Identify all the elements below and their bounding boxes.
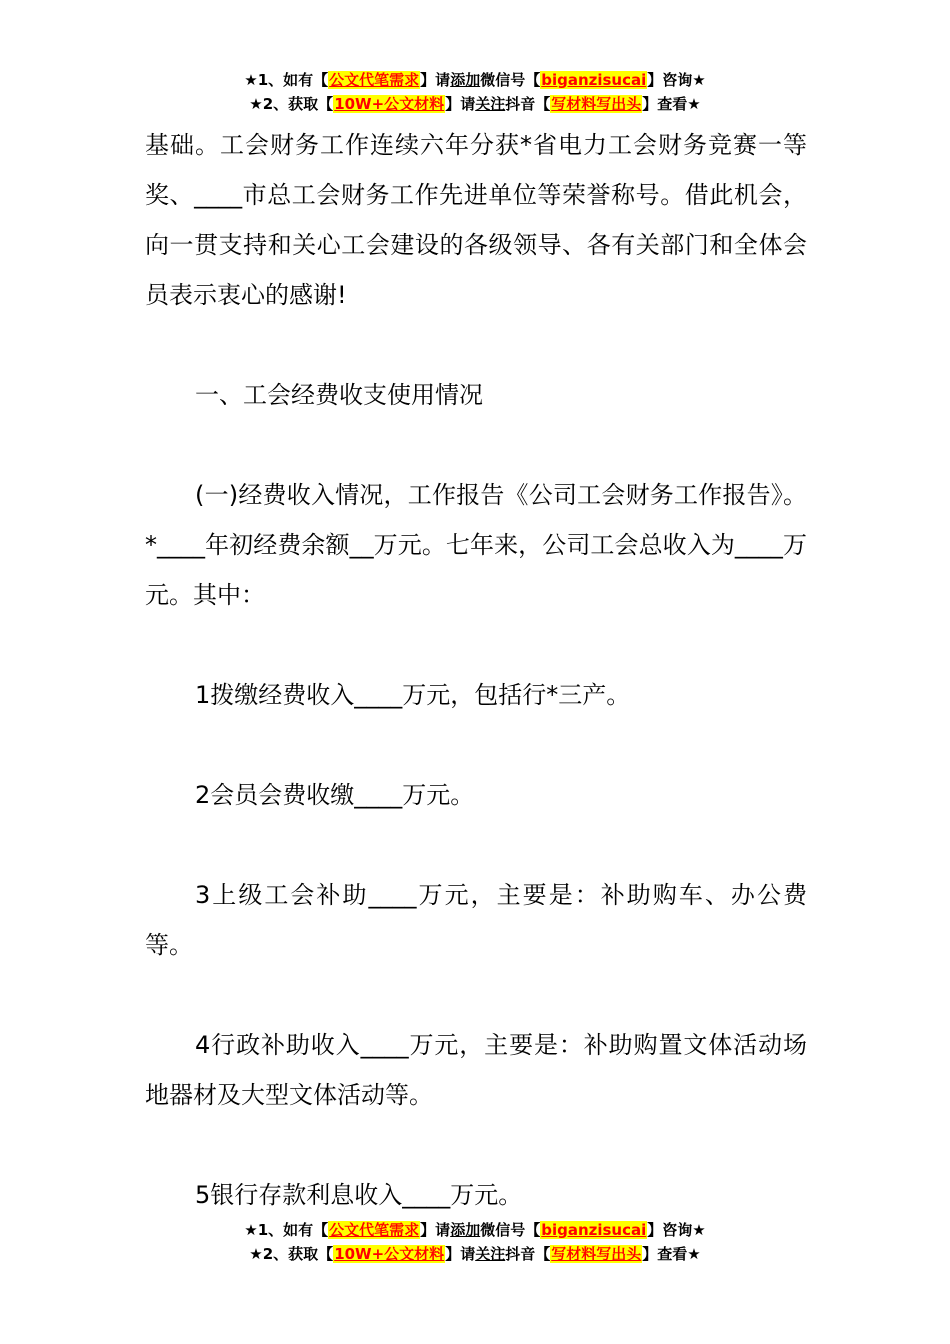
- banner-highlight: 公文代笔需求: [329, 71, 420, 89]
- banner-underline: 添加: [450, 71, 481, 89]
- list-item-4: 4行政补助收入____万元，主要是：补助购置文体活动场地器材及大型文体活动等。: [145, 1031, 807, 1109]
- banner-highlight: biganzisucai: [541, 1221, 647, 1239]
- banner-line-1: [0, 1218, 950, 1242]
- paragraph-income-summary: (一)经费收入情况，工作报告《公司工会财务工作报告》。 *____年初经费余额__万元。七年来，公司工会总收入为____万元。其中：: [145, 481, 807, 609]
- banner-text: 】咨询★: [647, 71, 706, 89]
- paragraph-gap: [145, 620, 807, 670]
- banner-text: 微信号【: [480, 1221, 541, 1239]
- paragraph-gap: [145, 970, 807, 1020]
- document-body: [145, 120, 807, 1220]
- paragraph-intro: 基础。工会财务工作连续六年分获*省电力工会财务竞赛一等奖、____市总工会财务工作先进单位等荣誉称号。借此机会，向一贯支持和关心工会建设的各级领导、各有关部门和全体会员表示衷心的感谢!: [145, 131, 807, 309]
- banner-line-2: [0, 1242, 950, 1266]
- banner-highlight: 写材料写出头: [551, 95, 642, 113]
- banner-line-2: [0, 92, 950, 116]
- paragraph-gap: [145, 1120, 807, 1170]
- section-heading: 一、工会经费收支使用情况: [195, 381, 483, 409]
- banner-text: 】咨询★: [647, 1221, 706, 1239]
- paragraph-gap: [145, 420, 807, 470]
- banner-text: 】请: [445, 95, 476, 113]
- list-item-3: 3上级工会补助____万元，主要是：补助购车、办公费等。: [145, 881, 807, 959]
- banner-text: ★2、获取【: [249, 95, 334, 113]
- banner-text: ★1、如有【: [244, 71, 329, 89]
- banner-text: 】请: [445, 1245, 476, 1263]
- banner-underline: 关注: [475, 1245, 506, 1263]
- banner-text: 】查看★: [642, 1245, 701, 1263]
- banner-text: 抖音【: [505, 1245, 551, 1263]
- banner-underline: 添加: [450, 1221, 481, 1239]
- banner-highlight: biganzisucai: [541, 71, 647, 89]
- paragraph-gap: [145, 320, 807, 370]
- list-item-2: 2会员会费收缴____万元。: [195, 781, 475, 809]
- banner-highlight: 写材料写出头: [551, 1245, 642, 1263]
- list-item-5: 5银行存款利息收入____万元。: [195, 1181, 523, 1209]
- banner-text: 】请: [420, 71, 451, 89]
- banner-highlight: 10W+公文材料: [334, 95, 445, 113]
- footer-banner: [0, 1218, 950, 1266]
- list-item-1: 1拨缴经费收入____万元，包括行*三产。: [195, 681, 631, 709]
- paragraph-gap: [145, 720, 807, 770]
- header-banner: [0, 68, 950, 116]
- banner-text: 】查看★: [642, 95, 701, 113]
- banner-text: ★2、获取【: [249, 1245, 334, 1263]
- paragraph-gap: [145, 820, 807, 870]
- banner-text: 抖音【: [505, 95, 551, 113]
- banner-text: ★1、如有【: [244, 1221, 329, 1239]
- banner-text: 微信号【: [480, 71, 541, 89]
- banner-highlight: 10W+公文材料: [334, 1245, 445, 1263]
- banner-highlight: 公文代笔需求: [329, 1221, 420, 1239]
- banner-underline: 关注: [475, 95, 506, 113]
- banner-line-1: [0, 68, 950, 92]
- banner-text: 】请: [420, 1221, 451, 1239]
